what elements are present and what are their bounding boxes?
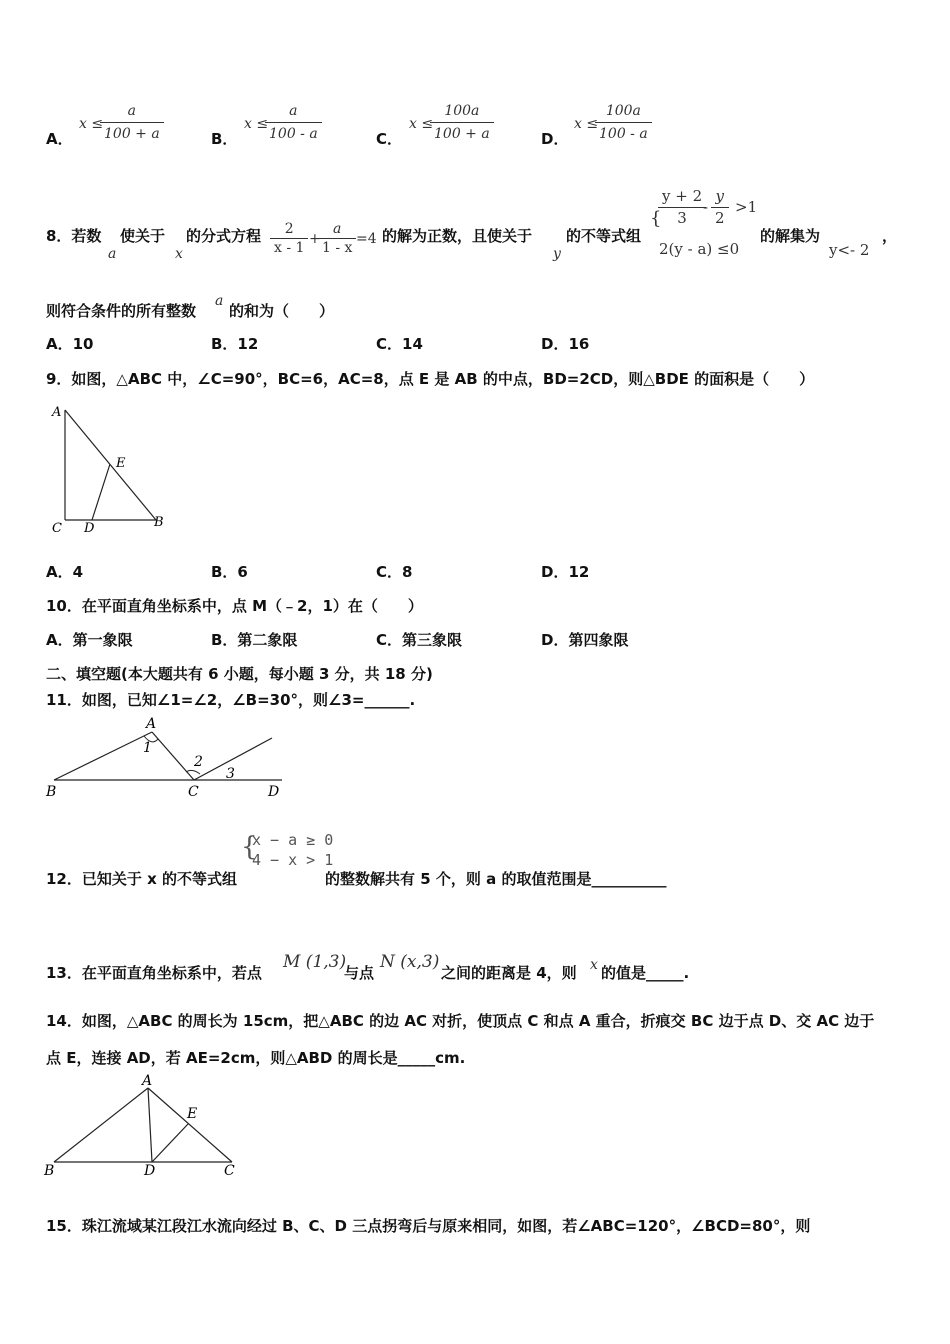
- q9-label-e: E: [116, 456, 126, 471]
- q7-option-a: A． x ≤ $\frac{a}{100 + a}$: [46, 100, 73, 121]
- q9-label-b: B: [154, 515, 164, 530]
- q11-label-b: B: [46, 784, 57, 800]
- q8-system-frac-1: $\frac{y + 2}{3}$: [658, 186, 706, 229]
- q7-option-d: D． x ≤ $\frac{100a}{100 - a}$: [541, 100, 568, 121]
- q10-option-a: A．第一象限: [46, 631, 133, 649]
- q14-label-c: C: [224, 1163, 235, 1179]
- q14-label-b: B: [44, 1163, 55, 1179]
- q11-label-c: C: [188, 784, 199, 800]
- q7-option-b: B． x ≤ $\frac{a}{100 - a}$: [211, 100, 237, 121]
- section-heading: 二、填空题(本大题共有 6 小题，每小题 3 分，共 18 分): [46, 665, 433, 683]
- q9-label-a: A: [52, 405, 62, 420]
- q9-label-d: D: [84, 521, 95, 536]
- q11-question: 11．如图，已知∠1=∠2，∠B=30°，则∠3=______.: [46, 691, 416, 709]
- q11-label-a: A: [146, 716, 157, 732]
- q11-label-1: 1: [143, 740, 152, 756]
- q8-fraction-1: $\frac{2}{x - 1}$: [270, 220, 308, 257]
- q8-option-a: A．10: [46, 335, 94, 353]
- q7-option-c: C． x ≤ $\frac{100a}{100 + a}$: [376, 100, 402, 121]
- q11-label-d: D: [268, 784, 280, 800]
- q8-system-frac-2: $\frac{y}{2}$: [711, 186, 729, 229]
- q10-option-d: D．第四象限: [541, 631, 629, 649]
- q8-option-c: C．14: [376, 335, 423, 353]
- q14-label-a: A: [142, 1073, 153, 1089]
- q15-question: 15．珠江流域某江段江水流向经过 B、C、D 三点拐弯后与原来相同，如图，若∠ABC=120°，∠BCD=80°，则: [46, 1217, 811, 1235]
- q10-option-c: C．第三象限: [376, 631, 463, 649]
- q14-question-line1: 14．如图，△ABC 的周长为 15cm，把△ABC 的边 AC 对折，使顶点 C 和点 A 重合，折痕交 BC 边于点 D、交 AC 边于: [46, 1012, 875, 1030]
- q10-option-b: B．第二象限: [211, 631, 298, 649]
- q9-triangle-figure: [48, 400, 178, 540]
- q9-label-c: C: [52, 521, 62, 536]
- q9-option-a: A．4: [46, 563, 84, 581]
- q14-question-line2: 点 E，连接 AD，若 AE=2cm，则△ABD 的周长是_____cm.: [46, 1049, 466, 1067]
- q14-label-e: E: [187, 1106, 198, 1122]
- q11-angle-figure: [44, 712, 294, 804]
- q8-option-d: D．16: [541, 335, 590, 353]
- q14-triangle-figure: [42, 1072, 242, 1180]
- q14-label-d: D: [144, 1163, 156, 1179]
- q10-question: 10．在平面直角坐标系中，点 M（﹣2，1）在（ ）: [46, 597, 423, 615]
- q8-fraction-2: $\frac{a}{1 - x}$: [318, 220, 356, 257]
- q8-option-b: B．12: [211, 335, 259, 353]
- q11-label-2: 2: [194, 754, 203, 770]
- q9-question: 9．如图，△ABC 中，∠C=90°，BC=6，AC=8，点 E 是 AB 的中点，BD=2CD，则△BDE 的面积是（ ）: [46, 370, 815, 388]
- q9-option-c: C．8: [376, 563, 413, 581]
- q11-label-3: 3: [226, 766, 235, 782]
- q9-option-b: B．6: [211, 563, 248, 581]
- q9-option-d: D．12: [541, 563, 590, 581]
